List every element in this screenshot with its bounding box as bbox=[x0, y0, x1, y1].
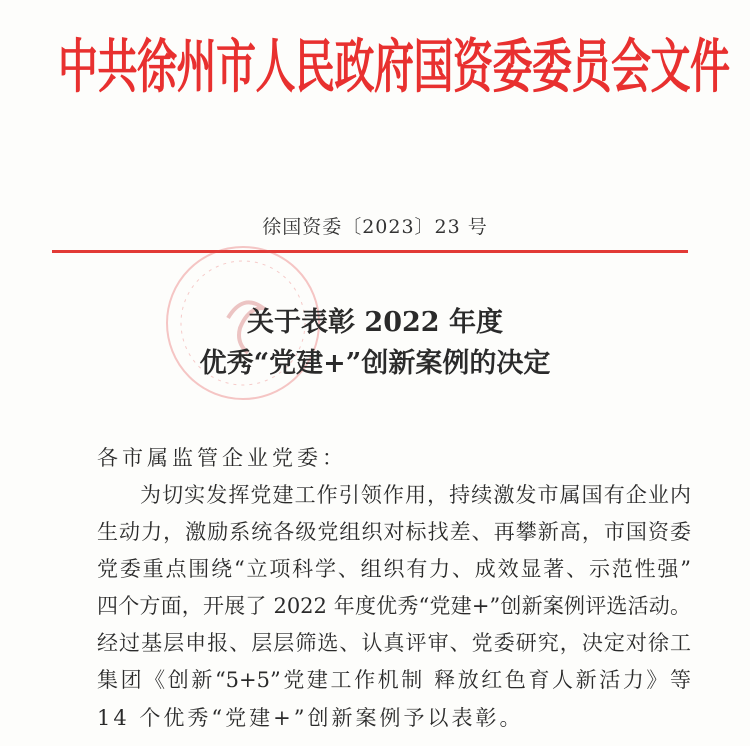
body-line: 14 个优秀“党建+”创新案例予以表彰。 bbox=[97, 706, 524, 730]
body-line: 经过基层申报、层层筛选、认真评审、党委研究，决定对徐工 bbox=[97, 631, 691, 655]
salutation: 各市属监管企业党委： bbox=[97, 446, 347, 470]
body-line: 集团《创新“5+5”党建工作机制 释放红色育人新活力》等 bbox=[97, 668, 691, 692]
document-number: 徐国资委〔2023〕23 号 bbox=[262, 216, 488, 238]
header-char: 中 bbox=[58, 33, 98, 101]
header-char: 民 bbox=[295, 33, 335, 101]
header-char: 徐 bbox=[137, 33, 177, 101]
header-char: 市 bbox=[216, 33, 256, 101]
header-char: 州 bbox=[176, 33, 217, 101]
header-char: 资 bbox=[453, 33, 493, 101]
body-line: 为切实发挥党建工作引领作用，持续激发市属国有企业内 bbox=[140, 483, 691, 507]
header-char: 委 bbox=[532, 33, 572, 101]
body-line: 生动力，激励系统各级党组织对标找差、再攀新高，市国资委 bbox=[97, 520, 691, 544]
header-char: 府 bbox=[374, 33, 414, 101]
header-char: 员 bbox=[571, 33, 612, 101]
header-char: 件 bbox=[690, 33, 730, 101]
red-divider-line bbox=[52, 250, 688, 253]
body-line: 四个方面，开展了 2022 年度优秀“党建+”创新案例评选活动。 bbox=[97, 594, 691, 618]
header-char: 共 bbox=[97, 33, 138, 101]
document-title-line-2: 优秀“党建+”创新案例的决定 bbox=[199, 348, 551, 379]
body-line: 党委重点围绕“立项科学、组织有力、成效显著、示范性强” bbox=[97, 557, 691, 581]
header-char: 文 bbox=[650, 33, 691, 101]
header-char: 国 bbox=[413, 33, 454, 101]
document-header-title bbox=[58, 4, 730, 120]
header-char: 政 bbox=[334, 33, 375, 101]
header-char: 委 bbox=[492, 33, 533, 101]
document-title-line-1: 关于表彰 2022 年度 bbox=[247, 307, 503, 338]
header-char: 会 bbox=[611, 33, 651, 101]
header-char: 人 bbox=[255, 33, 296, 101]
